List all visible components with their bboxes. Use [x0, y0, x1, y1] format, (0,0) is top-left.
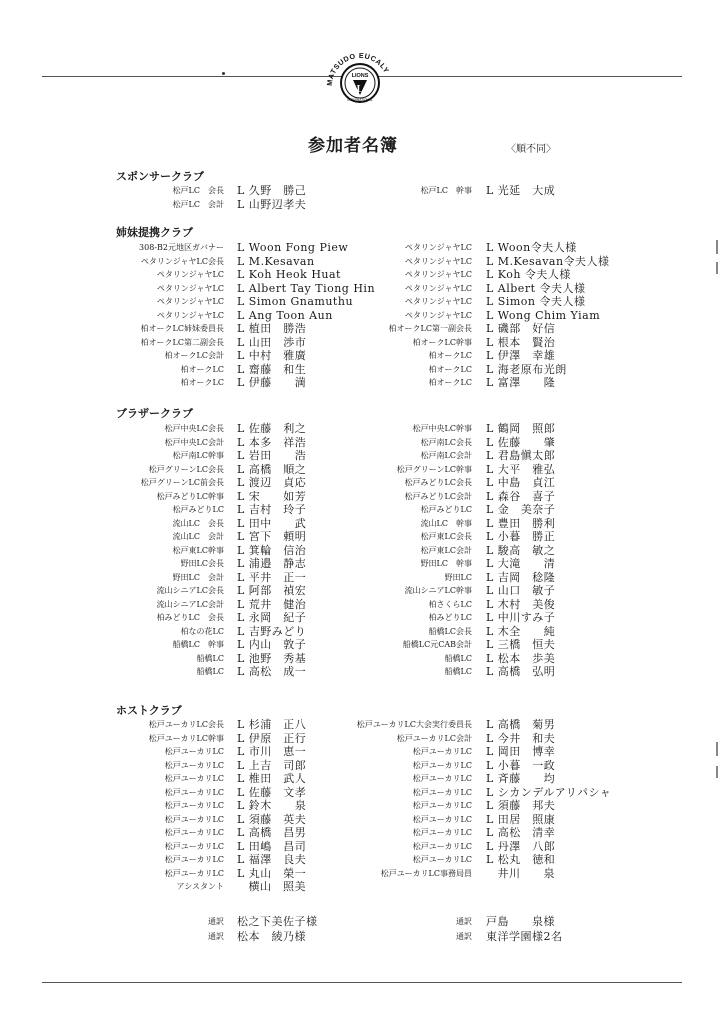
participant-name: L 中川すみ子 [486, 611, 556, 624]
participant-affiliation: 船橋LC [444, 667, 472, 676]
participant-affiliation: 松戸ユーカリLC [164, 828, 224, 837]
participant-affiliation: 松戸ユーカリLC大会実行委員長 [356, 720, 472, 729]
participant-affiliation: 松戸ユーカリLC [412, 855, 472, 864]
section-title: ホストクラブ [116, 704, 182, 717]
participant-affiliation: 船橋LC [196, 667, 224, 676]
participant-affiliation: 松戸東LC会計 [420, 545, 472, 555]
participant-affiliation: 松戸LC 幹事 [420, 186, 472, 195]
participant-name: L 中村 雅廣 [237, 349, 307, 362]
participant-affiliation: ペタリンジャヤLC [404, 297, 472, 306]
participant-affiliation: ペタリンジャヤLC [156, 310, 224, 320]
participant-affiliation: 松戸ユーカリLC会計 [396, 733, 472, 743]
participant-name: L 平井 正一 [237, 570, 307, 584]
participant-name: L 宋 如芳 [237, 489, 307, 503]
participant-name: L 三橋 恒夫 [486, 638, 556, 651]
participant-affiliation: 松戸ユーカリLC [412, 747, 472, 756]
participant-name: L 市川 恵一 [237, 745, 307, 758]
participant-name: L 佐藤 文孝 [237, 785, 307, 799]
participant-name: L 吉野みどり [237, 624, 307, 638]
participant-affiliation: 松戸中央LC幹事 [412, 424, 472, 433]
participant-affiliation: 野田LC 幹事 [420, 559, 472, 568]
participant-affiliation: 308-B2元地区ガバナー [139, 243, 224, 252]
participant-name: L 宮下 頼明 [237, 530, 307, 543]
participant-name: L 大平 雅弘 [486, 462, 556, 476]
participant-affiliation: 松戸ユーカリLC [164, 841, 224, 851]
participant-name: L 中島 貞江 [486, 476, 556, 489]
participant-name: L 高松 成一 [237, 665, 307, 678]
participant-name: L 高橋 菊男 [486, 718, 556, 731]
participant-name: L 君島愼太郎 [486, 449, 556, 462]
participant-name: L 箕輪 信治 [237, 543, 307, 557]
participant-affiliation: アシスタント [176, 882, 224, 891]
participant-affiliation: 松戸ユーカリLC [164, 814, 224, 824]
participant-name: L M.Kesavan [237, 254, 315, 268]
participant-affiliation: 松戸LC 会計 [172, 199, 224, 209]
participant-name: L 吉岡 稔隆 [486, 570, 556, 584]
participant-affiliation: 松戸みどりLC会長 [404, 478, 472, 487]
participant-affiliation: 松戸グリーンLC幹事 [396, 464, 472, 474]
scan-edge-mark [716, 742, 718, 756]
participant-name: L 豊田 勝利 [486, 516, 556, 530]
participant-name: L 池野 秀基 [237, 651, 307, 665]
participant-affiliation: 通訳 [456, 932, 472, 941]
participant-name: L 伊原 正行 [237, 731, 307, 745]
participant-affiliation: ペタリンジャヤLC [404, 256, 472, 266]
participant-affiliation: 野田LC会長 [180, 559, 224, 568]
participant-name: L 久野 勝己 [237, 184, 307, 197]
participant-affiliation: 柏オークLC会計 [164, 351, 224, 360]
participant-affiliation: 松戸東LC幹事 [172, 545, 224, 555]
participant-name: L 永岡 紀子 [237, 611, 307, 624]
participant-affiliation: 松戸ユーカリLC [164, 760, 224, 770]
participant-name: L 佐藤 利之 [237, 422, 307, 435]
order-note: 〈順不同〉 [506, 144, 556, 155]
participant-affiliation: 通訳 [208, 917, 224, 926]
participant-affiliation: 柏さくらLC [428, 599, 472, 609]
participant-affiliation: 野田LC [444, 572, 472, 582]
participant-affiliation: ペタリンジャヤLC [404, 243, 472, 252]
participant-affiliation: 松戸ユーカリLC [412, 828, 472, 837]
participant-name: L 今井 和夫 [486, 731, 556, 745]
participant-affiliation: 松戸南LC会計 [420, 451, 472, 460]
participant-affiliation: 松戸ユーカリLC事務局員 [380, 868, 472, 878]
participant-name: L 小暮 勝正 [486, 530, 556, 543]
participant-affiliation: 松戸ユーカリLC [164, 868, 224, 878]
participant-name: L 木村 美俊 [486, 597, 556, 611]
participant-name: L Koh Heok Huat [237, 268, 341, 281]
participant-affiliation: 松戸ユーカリLC会長 [148, 720, 224, 729]
participant-name: L 高橋 順之 [237, 462, 307, 476]
participant-affiliation: 松戸グリーンLC会長 [148, 464, 224, 474]
participant-affiliation: 柏オークLC [428, 351, 472, 360]
participant-affiliation: 柏オークLC [180, 364, 224, 374]
bottom-rule [42, 982, 682, 983]
participant-name: L 齋藤 和生 [237, 362, 307, 376]
participant-name: L 伊澤 幸雄 [486, 349, 556, 362]
participant-affiliation: 松戸ユーカリLC [412, 801, 472, 810]
logo-bottom-text: INTERNATIONAL [347, 98, 373, 102]
participant-name: L 佐藤 肇 [486, 435, 556, 449]
participant-affiliation: 松戸LC 会長 [172, 186, 224, 195]
participant-name: L 斉藤 均 [486, 772, 556, 785]
participant-affiliation: 松戸ユーカリLC [164, 855, 224, 864]
participant-name: L 本多 祥浩 [237, 435, 307, 449]
participant-name: L 松丸 徳和 [486, 853, 556, 866]
participant-name: L 高橋 昌男 [237, 826, 307, 839]
participant-affiliation: 松戸南LC会長 [420, 437, 472, 447]
participant-affiliation: 松戸ユーカリLC [412, 814, 472, 824]
participant-name: L 高松 清幸 [486, 826, 556, 839]
participant-affiliation: 柏オークLC [428, 378, 472, 387]
participant-affiliation: 柏オークLC [180, 378, 224, 387]
participant-affiliation: 松戸ユーカリLC [412, 760, 472, 770]
scan-edge-mark [716, 262, 718, 274]
participant-name: 松之下美佐子様 [237, 915, 318, 928]
participant-name: L 須藤 邦夫 [486, 799, 556, 812]
section-title: スポンサークラブ [116, 170, 204, 183]
participant-name: L Wong Chim Yiam [486, 308, 601, 322]
participant-name: 東洋学園様2名 [486, 930, 563, 943]
participant-name: L 岩田 浩 [237, 449, 307, 462]
participant-affiliation: 柏オークLC [428, 364, 472, 374]
participant-name: L 阿部 禎宏 [237, 584, 307, 597]
participant-affiliation: 松戸ユーカリLC [164, 747, 224, 756]
lions-club-logo [322, 40, 398, 116]
participant-affiliation: 流山LC 会長 [172, 518, 224, 528]
participant-affiliation: 柏なの花LC [180, 626, 224, 636]
speck [222, 72, 225, 75]
participant-name: L 田中 武 [237, 516, 307, 530]
participant-name: L 海老原布光朗 [486, 362, 567, 376]
participant-affiliation: 松戸ユーカリLC [164, 787, 224, 797]
participant-name: L 福澤 良夫 [237, 853, 307, 866]
participant-name: L 根本 賢治 [486, 335, 556, 349]
participant-name: L 伊藤 満 [237, 376, 307, 389]
participant-name: L 松本 歩美 [486, 651, 556, 665]
participant-name: L Woon令夫人様 [486, 241, 577, 254]
participant-name: L Simon Gnamuthu [237, 295, 354, 308]
participant-affiliation: 柏オークLC第二副会長 [140, 337, 224, 347]
participant-affiliation: 松戸東LC会長 [420, 532, 472, 541]
participant-affiliation: ペタリンジャヤLC [404, 270, 472, 279]
participant-name: L 荒井 健治 [237, 597, 307, 611]
participant-affiliation: 柏オークLC姉妹委員長 [140, 324, 224, 333]
participant-name: L 小暮 一政 [486, 758, 556, 772]
section-title: ブラザークラブ [116, 407, 193, 420]
participant-affiliation: 船橋LC会長 [428, 626, 472, 636]
participant-name: L 吉村 玲子 [237, 503, 307, 516]
participant-name: L 山野辺孝夫 [237, 197, 307, 211]
participant-name: L 駿高 敏之 [486, 543, 556, 557]
participant-affiliation: 船橋LC元CAB会計 [402, 640, 472, 649]
participant-name: 井川 泉 [486, 866, 555, 880]
participant-name: L 高橋 弘明 [486, 665, 556, 678]
participant-affiliation: 流山シニアLC幹事 [404, 586, 472, 595]
participant-affiliation: 船橋LC [444, 653, 472, 663]
participant-affiliation: ペタリンジャヤLC [404, 310, 472, 320]
participant-name: L 森谷 喜子 [486, 489, 556, 503]
participant-name: L 田居 照康 [486, 812, 556, 826]
participant-name: 横山 照美 [237, 880, 306, 893]
participant-affiliation: 柏みどりLC [428, 613, 472, 622]
participant-name: 戸島 泉様 [486, 915, 555, 928]
participant-name: L M.Kesavan令夫人様 [486, 254, 610, 268]
participant-name: 松本 綾乃様 [237, 930, 306, 943]
participant-name: L 金 美奈子 [486, 503, 556, 516]
participant-name: L 岡田 博幸 [486, 745, 556, 758]
participant-name: L 木全 純 [486, 624, 556, 638]
participant-affiliation: ペタリンジャヤLC [156, 297, 224, 306]
scan-edge-mark [716, 766, 718, 778]
participant-name: L Ang Toon Aun [237, 308, 333, 322]
participant-affiliation: 松戸ユーカリLC [412, 841, 472, 851]
participant-name: L 浦邉 静志 [237, 557, 307, 570]
participant-name: L 丸山 榮一 [237, 866, 307, 880]
participant-affiliation: 流山シニアLC会長 [156, 586, 224, 595]
participant-name: L 鶴岡 照郎 [486, 422, 556, 435]
participant-affiliation: 柏みどりLC 会長 [156, 613, 224, 622]
section-title: 姉妹提携クラブ [116, 226, 193, 239]
participant-affiliation: 船橋LC 幹事 [172, 640, 224, 649]
participant-name: L 山口 敏子 [486, 584, 556, 597]
participant-name: L 田嶋 昌司 [237, 839, 307, 853]
participant-affiliation: 流山LC 会計 [172, 532, 224, 541]
participant-name: L 富澤 隆 [486, 376, 556, 389]
participant-affiliation: 柏オークLC第一副会長 [388, 324, 472, 333]
participant-name: L 鈴木 泉 [237, 799, 307, 812]
logo-ring-text: MATSUDO EUCALY [324, 50, 392, 87]
participant-name: L 渡辺 貞応 [237, 476, 307, 489]
participant-name: L 杉浦 正八 [237, 718, 307, 731]
participant-name: L 椎田 武人 [237, 772, 307, 785]
page-title: 参加者名簿 [308, 136, 398, 156]
participant-name: L Woon Fong Piew [237, 241, 349, 254]
participant-affiliation: 流山シニアLC会計 [156, 599, 224, 609]
participant-affiliation: 松戸南LC幹事 [172, 451, 224, 460]
logo-center-text: LIONS [351, 73, 369, 79]
participant-name: L 植田 勝浩 [237, 322, 307, 335]
participant-name: L 内山 敦子 [237, 638, 307, 651]
participant-affiliation: 柏オークLC幹事 [412, 337, 472, 347]
participant-name: L Albert 令夫人様 [486, 281, 586, 295]
participant-affiliation: 松戸みどりLC [172, 505, 224, 514]
participant-name: L 磯部 好信 [486, 322, 556, 335]
participant-affiliation: 通訳 [456, 917, 472, 926]
participant-name: L 光延 大成 [486, 184, 556, 197]
svg-text:L: L [356, 84, 364, 95]
scan-edge-mark [716, 240, 718, 254]
participant-affiliation: 松戸ユーカリLC幹事 [148, 733, 224, 743]
participant-affiliation: ペタリンジャヤLC [404, 283, 472, 293]
participant-name: L Albert Tay Tiong Hin [237, 281, 376, 295]
participant-affiliation: 松戸みどりLC会計 [404, 491, 472, 501]
participant-name: L 山田 渉市 [237, 335, 307, 349]
participant-affiliation: 松戸中央LC会長 [164, 424, 224, 433]
participant-affiliation: 通訳 [208, 932, 224, 941]
participant-affiliation: 松戸みどりLC幹事 [156, 491, 224, 501]
participant-name: L Koh 令夫人様 [486, 268, 571, 281]
participant-name: L 丹澤 八郎 [486, 839, 556, 853]
participant-name: L Simon 令夫人様 [486, 295, 586, 308]
participant-affiliation: ペタリンジャヤLC [156, 270, 224, 279]
participant-affiliation: 松戸ユーカリLC [412, 774, 472, 783]
participant-affiliation: 松戸中央LC会計 [164, 437, 224, 447]
participant-affiliation: 松戸みどりLC [420, 505, 472, 514]
participant-affiliation: ペタリンジャヤLC [156, 283, 224, 293]
participant-affiliation: 流山LC 幹事 [420, 518, 472, 528]
participant-affiliation: 松戸グリーンLC前会長 [140, 478, 224, 487]
participant-affiliation: ペタリンジャヤLC会長 [140, 256, 224, 266]
participant-name: L 須藤 英夫 [237, 812, 307, 826]
participant-affiliation: 船橋LC [196, 653, 224, 663]
participant-affiliation: 松戸ユーカリLC [164, 774, 224, 783]
participant-name: L 大滝 清 [486, 557, 556, 570]
participant-affiliation: 野田LC 会計 [172, 572, 224, 582]
participant-name: L シカンデルアリパシャ [486, 785, 612, 799]
participant-affiliation: 松戸ユーカリLC [164, 801, 224, 810]
participant-affiliation: 松戸ユーカリLC [412, 787, 472, 797]
participant-name: L 上吉 司郎 [237, 758, 307, 772]
